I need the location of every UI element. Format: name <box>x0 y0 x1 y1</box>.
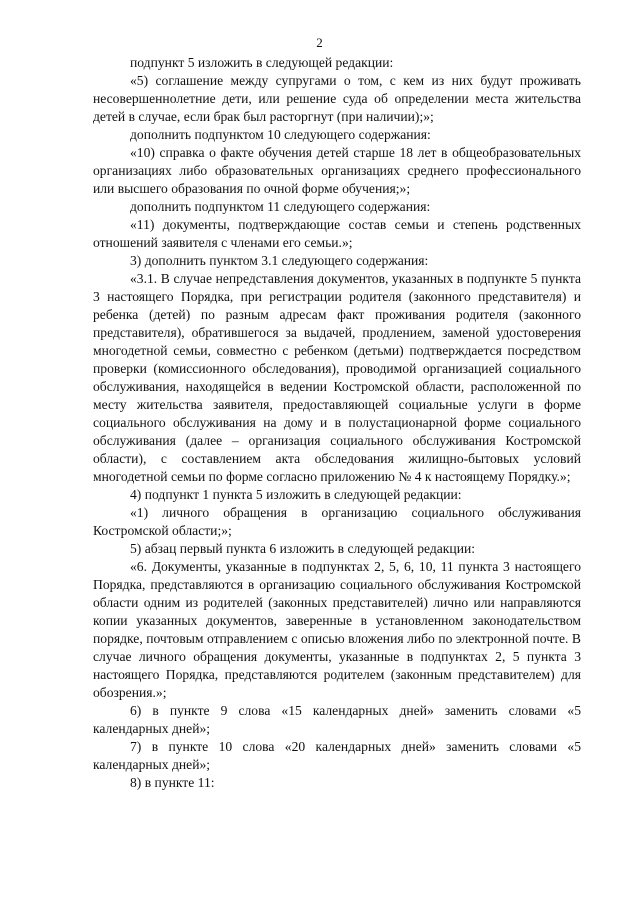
paragraph-subpoint-10-text: «10) справка о факте обучения детей старше 18 лет в общеобразовательных организациях либо образовательных организациях среднего профессионального или высшего образования по очной форме обучения;»; <box>93 145 581 196</box>
page-number: 2 <box>316 35 323 50</box>
paragraph-item-3: 3) дополнить пунктом 3.1 следующего содержания: <box>130 253 429 268</box>
paragraph-subpoint-5-intro: подпункт 5 изложить в следующей редакции: <box>130 55 394 70</box>
paragraph-subpoint-5-text: «5) соглашение между супругами о том, с кем из них будут проживать несовершеннолетние дети, или решение суда об определении места жительства детей в случае, если брак был расторгнут (при наличии);»; <box>93 73 581 124</box>
paragraph-item-8: 8) в пункте 11: <box>130 775 215 790</box>
paragraph-item-5: 5) абзац первый пункта 6 изложить в следующей редакции: <box>130 541 476 556</box>
paragraph-point-3-1-text: «3.1. В случае непредставления документов, указанных в подпункте 5 пункта 3 настоящего Порядка, при регистрации родителя (законного представителя) и ребенка (детей) по разным адресам факт проживания родителя (законного представителя), обратившегося за выдачей, продлением, заменой удостоверения многодетной семьи, совместно с ребенком (детьми) подтверждается посредством проверки (комиссионного обследования), проводимой организацией социального обслуживания, находящейся в ведении Костромской области, расположенной по месту жительства заявителя, предоставляющей социальные услуги в форме социального обслуживания на дому и в полустационарной форме социального обслуживания (далее – организация социального обслуживания Костромской области), с составлением акта обследования жилищно-бытовых условий многодетной семьи по форме согласно приложению № 4 к настоящему Порядку.»; <box>93 271 581 484</box>
paragraph-point-6-text: «6. Документы, указанные в подпунктах 2, 5, 6, 10, 11 пункта 3 настоящего Порядка, представляются в организацию социального обслуживания Костромской области одним из родителей (законных представителей) лично или направляются копии указанных документов, заверенные в установленном законодательством порядке, почтовым отправлением с описью вложения либо по электронной почте. В случае личного обращения документы, указанные в подпунктах 2, 5 пункта 3 настоящего Порядка, представляются родителем (законным представителем) для обозрения.»; <box>93 559 581 700</box>
paragraph-item-4-text: «1) личного обращения в организацию социального обслуживания Костромской области;»; <box>93 505 581 538</box>
document-body <box>93 54 581 792</box>
paragraph-subpoint-11-intro: дополнить подпунктом 11 следующего содержания: <box>130 199 431 214</box>
paragraph-subpoint-11-text: «11) документы, подтверждающие состав семьи и степень родственных отношений заявителя с членами его семьи.»; <box>93 217 581 250</box>
paragraph-item-7: 7) в пункте 10 слова «20 календарных дней» заменить словами «5 календарных дней»; <box>93 739 581 772</box>
paragraph-item-6: 6) в пункте 9 слова «15 календарных дней» заменить словами «5 календарных дней»; <box>93 703 581 736</box>
paragraph-subpoint-10-intro: дополнить подпунктом 10 следующего содержания: <box>130 127 431 142</box>
paragraph-item-4: 4) подпункт 1 пункта 5 изложить в следующей редакции: <box>130 487 462 502</box>
